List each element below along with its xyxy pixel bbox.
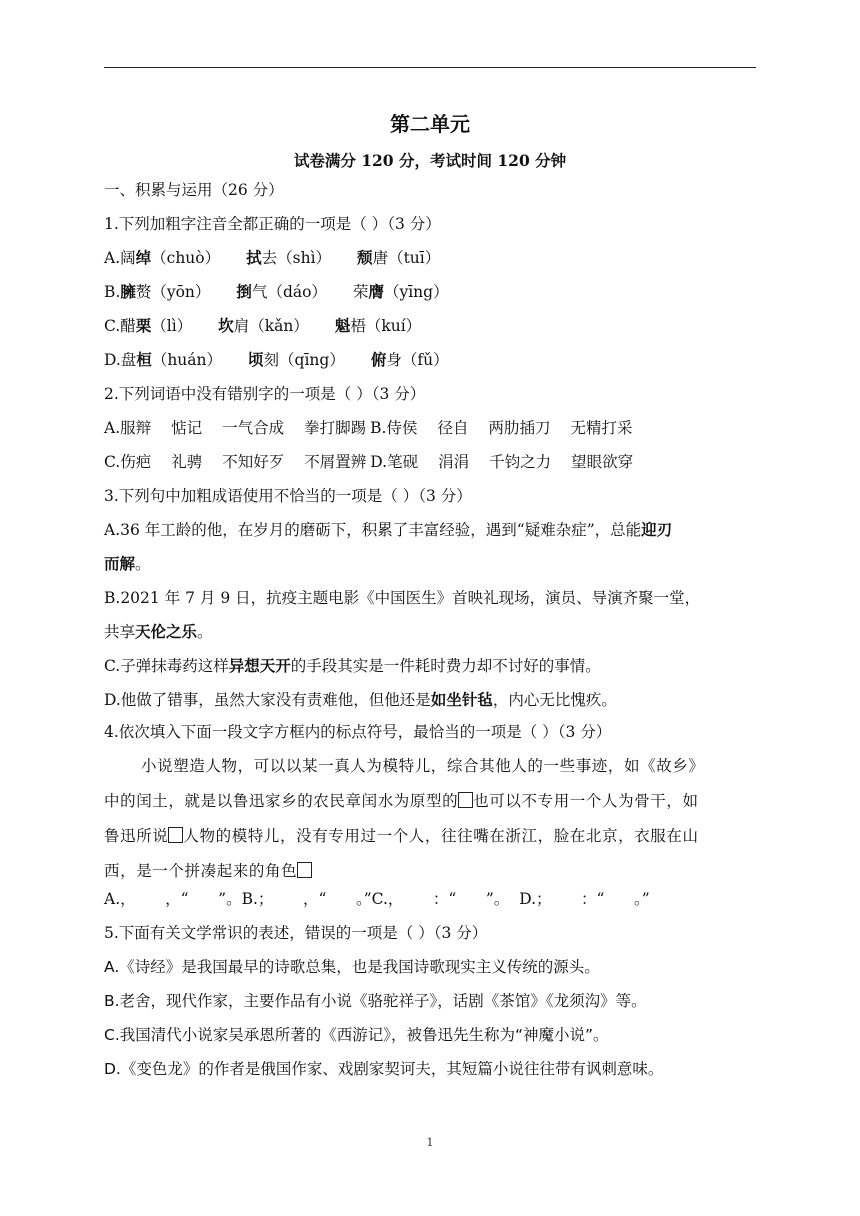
bold-char: 膺 <box>368 282 384 301</box>
text: 。 <box>197 623 213 641</box>
text: 唐（tuī） <box>372 249 441 267</box>
text: C.子弹抹毒药这样 <box>104 657 229 675</box>
q4-stem: 4.依次填入下面一段文字方框内的标点符号，最恰当的一项是（ ）（3 分） <box>104 723 612 741</box>
q2-stem: 2.下列词语中没有错别字的一项是（ ）（3 分） <box>104 385 426 403</box>
blank-box <box>297 862 312 878</box>
text: （lì） <box>151 317 193 335</box>
text: 身（fǔ） <box>386 351 449 369</box>
text: 。 <box>135 555 151 573</box>
header-rule <box>104 67 756 68</box>
word: 径自 <box>437 419 469 437</box>
blank-box <box>458 792 473 808</box>
q3-option-d <box>104 690 617 710</box>
bold-char: 顷 <box>248 350 264 369</box>
text: 西，是一个拼凑起来的角色 <box>104 862 298 880</box>
word: 不屑置辨 <box>304 453 367 471</box>
word: 一气合成 <box>222 419 285 437</box>
bold-idiom: 天伦之乐 <box>135 622 198 641</box>
text: 赘（yōn） <box>135 283 211 301</box>
q4-options: A.， ，“ ”。B.； ，“ 。”C.， ：“ ”。 D.； ：“ 。” <box>104 890 650 908</box>
word: 无精打采 <box>570 419 633 437</box>
text: 中的闰土，就是以鲁迅家乡的农民章闰水为原型的 <box>104 792 459 810</box>
text: 去（shì） <box>261 249 332 267</box>
word: 千钧之力 <box>489 453 552 471</box>
bold-char: 俯 <box>370 350 387 369</box>
word: 惦记 <box>171 419 203 437</box>
text: 荣 <box>352 283 369 301</box>
text: 刻（qīng） <box>263 351 345 369</box>
text: （chuò） <box>151 249 221 267</box>
text: （huán） <box>151 351 223 369</box>
passage-line-4 <box>104 854 756 889</box>
word: 不知好歹 <box>222 453 285 471</box>
bold-idiom: 如坐针毡 <box>430 690 493 709</box>
word: 拳打脚踢 <box>304 419 367 437</box>
q3-option-c <box>104 656 601 676</box>
text: 肩（kǎn） <box>233 317 309 335</box>
word: A.服辩 <box>104 419 152 437</box>
q3-stem: 3.下列句中加粗成语使用不恰当的一项是（ ）（3 分） <box>104 487 472 505</box>
text: D.他做了错事，虽然大家没有责难他，但他还是 <box>104 691 431 709</box>
text: （yīng） <box>383 283 449 301</box>
bold-char: 臃 <box>120 282 136 301</box>
q5-option-a: A.《诗经》是我国最早的诗歌总集，也是我国诗歌现实主义传统的源头。 <box>104 958 600 976</box>
q1-option-a <box>104 248 440 268</box>
word: B.侍侯 <box>370 419 418 437</box>
text: 梧（kuí） <box>350 317 422 335</box>
q4-passage <box>104 749 756 889</box>
text: A.36 年工龄的他，在岁月的磨砺下，积累了丰富经验，遇到“疑难杂症”，总能 <box>104 521 642 539</box>
bold-char: 捯 <box>236 282 252 301</box>
passage-line-2 <box>104 784 756 819</box>
word: 望眼欲穿 <box>571 453 634 471</box>
q2-row-2 <box>104 452 633 472</box>
q1-stem: 1.下列加粗字注音全都正确的一项是（ ）（3 分） <box>104 215 441 233</box>
bold-char: 坎 <box>218 316 234 335</box>
bold-char: 栗 <box>135 316 152 335</box>
blank-box <box>168 827 183 843</box>
exam-info: 试卷满分 120 分，考试时间 120 分钟 <box>293 151 567 170</box>
text: B. <box>104 283 121 301</box>
q3-option-a-line2 <box>104 554 151 574</box>
q1-option-c <box>104 316 421 336</box>
bold-idiom: 迎刃 <box>641 520 673 539</box>
bold-char: 拭 <box>246 248 262 267</box>
word: 礼骋 <box>171 453 203 471</box>
passage-line-3 <box>104 819 756 854</box>
text: 鲁迅所说 <box>104 827 169 845</box>
q1-option-d <box>104 350 449 370</box>
q5-option-b: B.老舍，现代作家，主要作品有小说《骆驼祥子》，话剧《茶馆》《龙须沟》等。 <box>104 992 647 1010</box>
bold-idiom: 异想天开 <box>228 656 291 675</box>
bold-char: 绰 <box>135 248 152 267</box>
text: 气（dáo） <box>251 283 327 301</box>
text: C.醋 <box>104 317 136 335</box>
text: 也可以不专用一个人为骨干，如 <box>473 792 699 810</box>
bold-char: 魁 <box>334 316 351 335</box>
word: C.伤疤 <box>104 453 152 471</box>
passage-line-1: 小说塑造人物，可以以某一真人为模特儿，综合其他人的一些事迹，如《故乡》 <box>141 757 705 775</box>
word: 涓涓 <box>438 453 470 471</box>
bold-char: 颓 <box>357 248 373 267</box>
page-number: 1 <box>426 1136 434 1149</box>
word: 两肋插刀 <box>488 419 551 437</box>
q1-option-b <box>104 282 449 302</box>
bold-idiom: 而解 <box>104 554 136 573</box>
q5-option-c: C.我国清代小说家吴承恩所著的《西游记》，被鲁迅先生称为“神魔小说”。 <box>104 1026 609 1044</box>
text: 人物的模特儿，没有专用过一个人，往往嘴在浙江，脸在北京，衣服在山 <box>183 827 699 845</box>
q5-stem: 5.下面有关文学常识的表述，错误的一项是（ ）（3 分） <box>104 924 488 942</box>
text: D.盘 <box>104 351 137 369</box>
q5-option-d: D.《变色龙》的作者是俄国作家、戏剧家契诃夫，其短篇小说往往带有讽刺意味。 <box>104 1060 664 1078</box>
word: D.笔砚 <box>370 453 419 471</box>
section-heading: 一、积累与运用（26 分） <box>104 181 284 199</box>
bold-char: 桓 <box>136 350 152 369</box>
text: A.阔 <box>104 249 136 267</box>
text: ，内心无比愧疚。 <box>492 691 617 709</box>
q3-option-a-line1 <box>104 520 672 540</box>
text: 的手段其实是一件耗时费力却不讨好的事情。 <box>290 657 601 675</box>
text: 共享 <box>104 623 136 641</box>
q2-row-1 <box>104 418 633 438</box>
q3-option-b-line1: B.2021 年 7 月 9 日，抗疫主题电影《中国医生》首映礼现场，演员、导演齐聚一堂， <box>104 589 701 607</box>
q3-option-b-line2 <box>104 622 213 642</box>
page-title: 第二单元 <box>390 112 470 136</box>
